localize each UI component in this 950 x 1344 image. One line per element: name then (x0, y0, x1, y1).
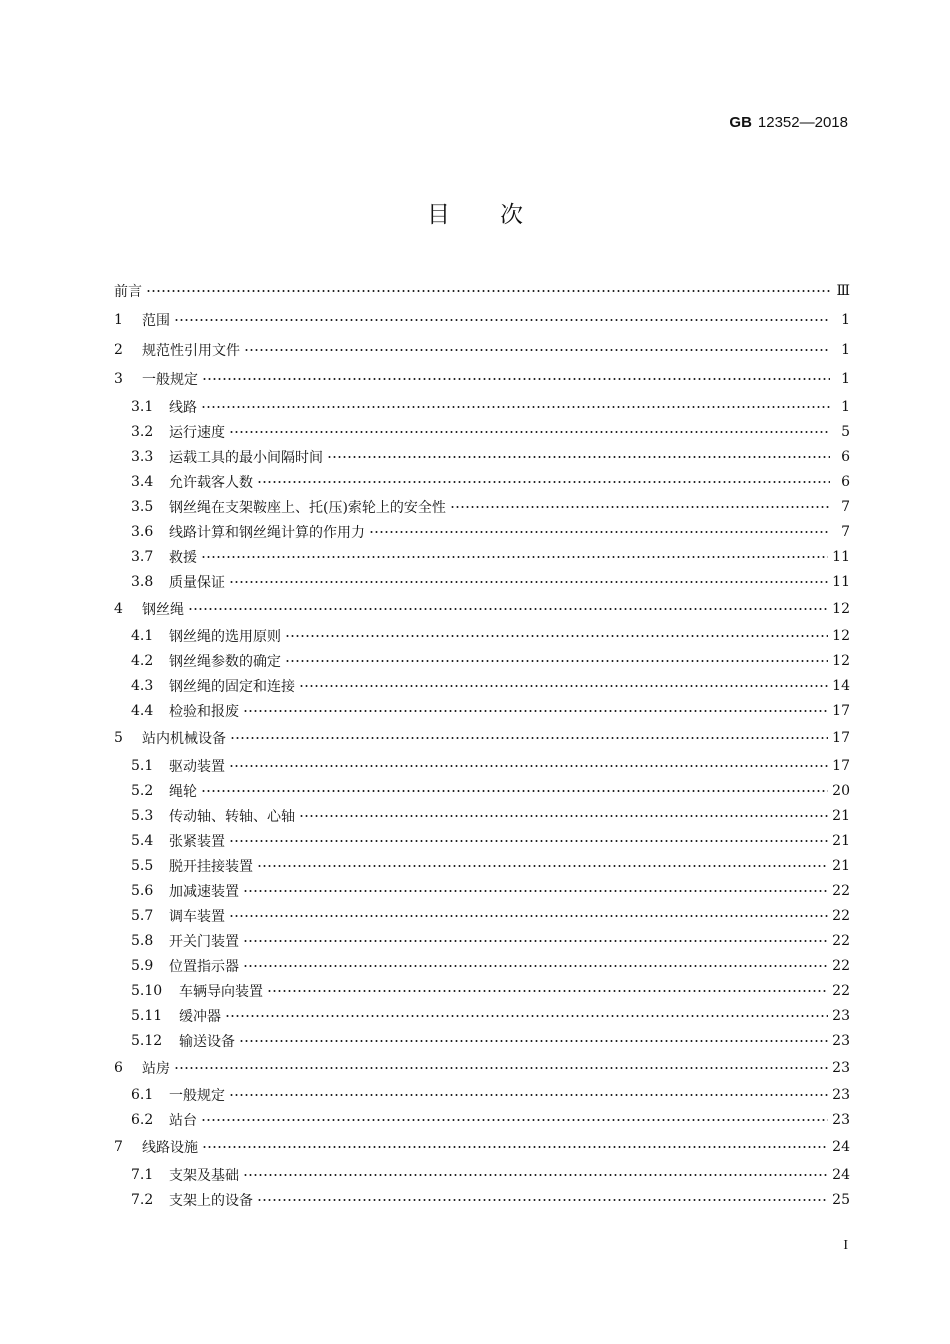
toc-dot-leader (327, 454, 830, 460)
toc-entry-number: 3.6 (131, 523, 154, 540)
toc-entry-title: 运行速度 (169, 424, 225, 441)
toc-entry-number: 5.6 (131, 882, 154, 899)
toc-entry-page: 6 (841, 448, 850, 465)
toc-entry[interactable] (114, 828, 850, 853)
toc-dot-leader (257, 1197, 828, 1203)
toc-dot-leader (299, 813, 828, 819)
toc-dot-leader (202, 1144, 828, 1150)
toc-entry-number: 4 (114, 600, 123, 617)
toc-entry-title: 支架及基础 (169, 1167, 239, 1184)
toc-dot-leader (229, 913, 828, 919)
toc-entry-number: 3.5 (131, 498, 154, 515)
toc-entry-number: 5 (114, 730, 123, 747)
toc-entry-page: 22 (832, 957, 850, 974)
toc-entry-number: 4.4 (131, 703, 154, 719)
toc-entry-title: 钢丝绳 (142, 601, 184, 618)
toc-dot-leader (201, 554, 828, 560)
toc-entry-number: 3.3 (131, 448, 154, 465)
toc-entry-page: 7 (841, 498, 850, 515)
toc-entry-page: 22 (832, 932, 850, 949)
toc-entry[interactable] (114, 394, 850, 419)
toc-entry-title: 钢丝绳的固定和连接 (169, 679, 295, 695)
toc-entry[interactable] (114, 519, 850, 544)
toc-entry[interactable] (114, 953, 850, 978)
toc-dot-leader (243, 888, 828, 894)
toc-entry-page: 1 (841, 398, 850, 415)
toc-entry[interactable] (114, 649, 850, 674)
toc-entry[interactable] (114, 1162, 850, 1187)
toc-entry-number: 4.2 (131, 653, 154, 669)
toc-entry-number: 3.7 (131, 548, 154, 565)
toc-entry-title: 调车装置 (169, 908, 225, 925)
toc-entry-page: 17 (832, 757, 850, 774)
toc-entry[interactable] (114, 419, 850, 444)
toc-entry-page: 12 (832, 653, 850, 669)
toc-entry[interactable] (114, 1003, 850, 1028)
toc-entry-page: 24 (832, 1139, 850, 1156)
toc-entry[interactable] (114, 803, 850, 828)
toc-dot-leader (202, 376, 830, 382)
toc-entry-number: 5.11 (131, 1007, 163, 1024)
toc-entry[interactable] (114, 469, 850, 494)
toc-dot-leader (229, 579, 828, 585)
toc-dot-leader (257, 863, 828, 869)
toc-entry[interactable] (114, 494, 850, 519)
toc-entry[interactable] (114, 306, 850, 336)
toc-dot-leader (243, 938, 828, 944)
toc-entry-number: 5.4 (131, 832, 154, 849)
toc-entry[interactable] (114, 544, 850, 569)
toc-dot-leader (201, 1117, 828, 1123)
toc-entry-title: 车辆导向装置 (179, 983, 263, 1000)
toc-entry-number: 5.1 (131, 757, 154, 774)
toc-entry-title: 驱动装置 (169, 758, 225, 775)
toc-entry-title: 运载工具的最小间隔时间 (169, 449, 323, 466)
toc-entry-page: 21 (832, 807, 850, 824)
toc-entry-page: 20 (832, 782, 850, 799)
toc-dot-leader (243, 708, 828, 714)
standard-number: 12352—2018 (757, 114, 848, 131)
toc-dot-leader (229, 429, 830, 435)
toc-dot-leader (239, 1038, 828, 1044)
toc-dot-leader (146, 288, 830, 294)
toc-entry-title: 站台 (169, 1113, 197, 1129)
toc-dot-leader (229, 838, 828, 844)
toc-dot-leader (174, 317, 830, 323)
toc-entry-page: 12 (832, 628, 850, 644)
toc-entry-page: 6 (841, 473, 850, 490)
toc-entry-title: 检验和报废 (169, 704, 239, 720)
toc-dot-leader (243, 963, 828, 969)
toc-entry-number: 6 (114, 1059, 123, 1076)
toc-dot-leader (244, 347, 830, 353)
toc-entry[interactable] (114, 928, 850, 953)
toc-entry-title: 救援 (169, 549, 197, 566)
toc-entry-title: 范围 (142, 313, 170, 330)
toc-dot-leader (201, 788, 828, 794)
toc-entry-page: 23 (832, 1007, 850, 1024)
toc-entry-title: 位置指示器 (169, 958, 239, 975)
toc-entry-title: 质量保证 (169, 574, 225, 591)
toc-entry-title: 前言 (114, 283, 142, 300)
toc-dot-leader (285, 658, 828, 664)
toc-entry-page: 1 (841, 312, 850, 329)
toc-entry-number: 3.4 (131, 473, 154, 490)
toc-dot-leader (225, 1013, 828, 1019)
toc-dot-leader (174, 1065, 828, 1071)
toc-entry-page: 25 (832, 1191, 850, 1208)
toc-entry-title: 规范性引用文件 (142, 342, 240, 359)
toc-dot-leader (188, 606, 828, 612)
toc-entry[interactable] (114, 1133, 850, 1163)
toc-entry-number: 5.3 (131, 807, 154, 824)
toc-dot-leader (257, 479, 830, 485)
toc-entry-title: 加减速装置 (169, 883, 239, 900)
toc-dot-leader (369, 529, 830, 535)
toc-dot-leader (267, 988, 828, 994)
toc-entry-number: 3.8 (131, 573, 154, 590)
toc-entry-page: 22 (832, 982, 850, 999)
toc-entry-title: 脱开挂接装置 (169, 858, 253, 875)
toc-entry[interactable] (114, 365, 850, 395)
toc-entry-title: 传动轴、转轴、心轴 (169, 808, 295, 825)
toc-entry-page: 23 (832, 1112, 850, 1128)
toc-entry-title: 钢丝绳的选用原则 (169, 629, 281, 645)
toc-entry[interactable] (114, 444, 850, 469)
toc-entry[interactable] (114, 276, 850, 306)
toc-entry[interactable] (114, 853, 850, 878)
toc-entry-title: 支架上的设备 (169, 1192, 253, 1209)
toc-entry-page: 12 (832, 600, 850, 617)
toc-entry-number: 3.2 (131, 423, 154, 440)
table-of-contents (114, 276, 850, 1212)
toc-entry-number: 3.1 (131, 398, 154, 415)
toc-dot-leader (285, 633, 828, 639)
toc-entry-page: 11 (832, 573, 850, 590)
toc-entry-page: 22 (832, 882, 850, 899)
toc-dot-leader (229, 763, 828, 769)
standard-number-header (729, 114, 848, 131)
toc-entry[interactable] (114, 1083, 850, 1108)
toc-entry-number: 6.1 (131, 1087, 154, 1103)
toc-entry[interactable] (114, 624, 850, 649)
toc-entry-title: 张紧装置 (169, 833, 225, 850)
toc-entry[interactable] (114, 753, 850, 778)
toc-entry[interactable] (114, 1028, 850, 1053)
toc-entry[interactable] (114, 594, 850, 624)
toc-entry-number: 4.3 (131, 678, 154, 694)
toc-entry-page: 17 (832, 730, 850, 747)
toc-dot-leader (243, 1172, 828, 1178)
toc-entry-number: 4.1 (131, 628, 154, 644)
toc-entry[interactable] (114, 903, 850, 928)
toc-entry-title: 线路 (169, 399, 197, 416)
toc-entry-title: 缓冲器 (179, 1008, 221, 1025)
toc-entry[interactable] (114, 674, 850, 699)
toc-entry-title: 钢丝绳参数的确定 (169, 654, 281, 670)
toc-entry-title: 允许载客人数 (169, 474, 253, 491)
toc-dot-leader (450, 504, 830, 510)
toc-entry-number: 5.9 (131, 957, 154, 974)
toc-entry-page: 21 (832, 857, 850, 874)
toc-entry-number: 5.7 (131, 907, 154, 924)
toc-entry-title: 钢丝绳在支架鞍座上、托(压)索轮上的安全性 (169, 499, 446, 516)
toc-entry-number: 7.2 (131, 1191, 154, 1208)
toc-entry-title: 站房 (142, 1060, 170, 1077)
toc-entry-number: 5.10 (131, 982, 163, 999)
toc-entry-number: 5.12 (131, 1032, 163, 1049)
standard-prefix: GB (729, 114, 752, 131)
toc-dot-leader (229, 1092, 828, 1098)
toc-entry-number: 5.8 (131, 932, 154, 949)
toc-entry-page: 7 (841, 523, 850, 540)
toc-dot-leader (201, 404, 830, 410)
toc-entry[interactable] (114, 1187, 850, 1212)
toc-entry[interactable] (114, 335, 850, 365)
toc-entry[interactable] (114, 699, 850, 724)
toc-entry-title: 一般规定 (169, 1088, 225, 1104)
toc-entry-number: 1 (114, 312, 123, 329)
toc-entry-page: 23 (832, 1087, 850, 1103)
toc-entry-title: 线路计算和钢丝绳计算的作用力 (169, 524, 365, 541)
toc-entry-page: 17 (832, 703, 850, 719)
toc-entry[interactable] (114, 878, 850, 903)
toc-entry-page: 11 (832, 548, 850, 565)
toc-dot-leader (299, 683, 828, 689)
toc-entry-number: 6.2 (131, 1112, 154, 1128)
toc-entry-page: 1 (841, 341, 850, 358)
toc-entry-number: 5.2 (131, 782, 154, 799)
toc-entry-page: 23 (832, 1032, 850, 1049)
toc-entry-title: 开关门装置 (169, 933, 239, 950)
toc-entry-page: Ⅲ (836, 282, 850, 299)
toc-entry-title: 绳轮 (169, 783, 197, 800)
page-title: 目次 (427, 202, 573, 228)
toc-entry[interactable] (114, 1053, 850, 1083)
toc-entry-number: 3 (114, 371, 123, 388)
toc-entry-title: 一般规定 (142, 372, 198, 389)
toc-entry-page: 23 (832, 1059, 850, 1076)
toc-entry-title: 输送设备 (179, 1033, 235, 1050)
toc-entry[interactable] (114, 778, 850, 803)
toc-entry-page: 21 (832, 832, 850, 849)
page-folio: I (843, 1238, 848, 1253)
toc-entry[interactable] (114, 978, 850, 1003)
toc-entry-number: 2 (114, 341, 123, 358)
toc-entry-number: 5.5 (131, 857, 154, 874)
toc-entry-title: 线路设施 (142, 1140, 198, 1157)
toc-entry-page: 24 (832, 1166, 850, 1183)
toc-entry-number: 7 (114, 1139, 123, 1156)
toc-entry-title: 站内机械设备 (142, 731, 226, 748)
toc-dot-leader (230, 735, 828, 741)
toc-entry-page: 22 (832, 907, 850, 924)
toc-entry-page: 1 (841, 371, 850, 388)
toc-entry-number: 7.1 (131, 1166, 154, 1183)
toc-entry[interactable] (114, 1108, 850, 1133)
toc-entry-page: 14 (832, 678, 850, 694)
toc-entry[interactable] (114, 724, 850, 754)
toc-entry[interactable] (114, 569, 850, 594)
toc-entry-page: 5 (841, 423, 850, 440)
